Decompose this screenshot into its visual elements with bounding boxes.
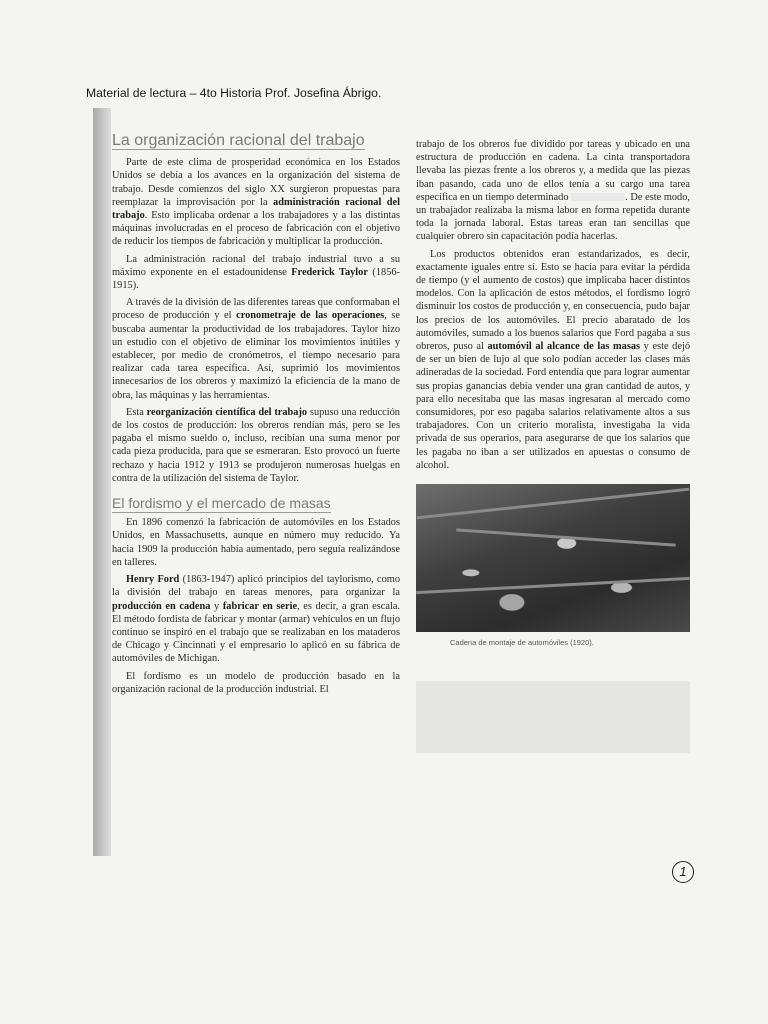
smudge	[571, 193, 625, 201]
page-number: 1	[672, 861, 694, 883]
paragraph: A través de la división de las diferentes tareas que conformaban el proceso de producción y el cronometraje de las operaciones, se buscaba aumentar la productividad de los trabajadores. Taylor hizo un estudio con el objetivo de eliminar los movimientos inútiles y establecer, por medio de cronómetros, el tiempo necesario para realizar cada tarea específica. Así, suprimió los movimientos innecesarios de los obreros y maximizó la eficiencia de la mano de obra, las máquinas y las herramientas.	[112, 297, 400, 401]
scan-shadow	[93, 108, 111, 856]
section-title-fordismo: El fordismo y el mercado de masas	[112, 497, 331, 513]
paragraph: El fordismo es un modelo de producción basado en la organización racional de la producción industrial. El	[112, 670, 400, 695]
paragraph: trabajo de los obreros fue dividido por tareas y ubicado en una estructura de producción en cadena. La cinta transportadora llevaba las piezas frente a los obreros y, a medida que las piezas iban pasando, cada uno de ellos tenía a su cargo una tarea específica en un tiempo determinado . De este modo, un trabajador realizaba la misma labor en forma repetida durante toda la jornada laboral. Estas tareas eran tan sencillas que cualquier obrero sin capacitación podía hacerlas.	[416, 139, 690, 243]
paragraph: En 1896 comenzó la fabricación de automóviles en los Estados Unidos, en Massachusetts, aunque en número muy reducido. Ya hacia 1909 la producción había aumentado, pero seguía realizándose en talleres.	[112, 517, 400, 568]
assembly-line-photo	[416, 484, 690, 632]
left-column	[112, 134, 400, 700]
document-header: Material de lectura – 4to Historia Prof. Josefina Ábrigo.	[86, 86, 382, 100]
right-column	[416, 138, 690, 753]
paragraph: Henry Ford (1863-1947) aplicó principios del taylorismo, como la división del trabajo en tareas menores, para organizar la producción en cadena y fabricar en serie, es decir, a gran escala. El método fordista de fabricar y montar (armar) vehículos en un flujo continuo se inspiró en el trabajo que se realizaban en los mataderos de Chicago y Cincinnati y el empresario lo aplicó en su fábrica de automóviles de Michigan.	[112, 574, 401, 665]
paragraph: La administración racional del trabajo industrial tuvo a su máximo exponente en el estadounidense Frederick Taylor (1856-1915).	[112, 253, 400, 292]
paragraph: Parte de este clima de prosperidad económica en los Estados Unidos se debía a los avances en la organización del sistema de trabajo. Desde comienzos del siglo XX surgieron propuestas para reemplazar la improvisación por la administración racional del trabajo. Esto implicaba ordenar a los trabajadores y a las distintas máquinas involucradas en el proceso de fabricación con el objetivo de reducir los tiempos de fabricación y multiplicar la producción.	[112, 157, 400, 248]
photo-caption: Cadena de montaje de automóviles (1920).	[450, 638, 594, 648]
section-title-organizacion: La organización racional del trabajo	[112, 132, 365, 149]
gray-block	[416, 681, 690, 753]
paragraph: Esta reorganización científica del trabajo supuso una reducción de los costos de producción: los obreros rendían más, pero se les pagaba el mismo sueldo o, incluso, recibían una suma menor por cada pieza producida, para que se esmeraran. Esto provocó un fuerte rechazo y hacia 1912 y 1913 se produjeron numerosas huelgas en contra de la utilización del sistema de Taylor.	[112, 406, 400, 484]
paragraph: Los productos obtenidos eran estandarizados, es decir, exactamente iguales entre sí. Esto se hacía para evitar la pérdida de tiempo (y el aumento de costos) que implicaba hacer distintos modelos. Con la aplicación de estos métodos, el fordismo logró disminuir los costos de producción y, en consecuencia, pudo bajar los precios de los automóviles. El precio abaratado de los automóviles, sumado a los buenos salarios que Ford pagaba a sus obreros, puso al automóvil al alcance de las masas y este dejó de ser un bien de lujo al que solo podían acceder las clases más adineradas de la sociedad. Ford entendía que para lograr aumentar sus propias ganancias debía vender una gran cantidad de autos, y para ello necesitaba que las masas ingresaran al mercado como consumidores, por eso pagaba salarios relativamente altos a sus trabajadores. Con un criterio moralista, investigaba la vida privada de sus operarios, para asegurarse de que los salarios que les pagaba no iban a ser utilizados en apuestas o consumo de alcohol.	[416, 248, 690, 471]
